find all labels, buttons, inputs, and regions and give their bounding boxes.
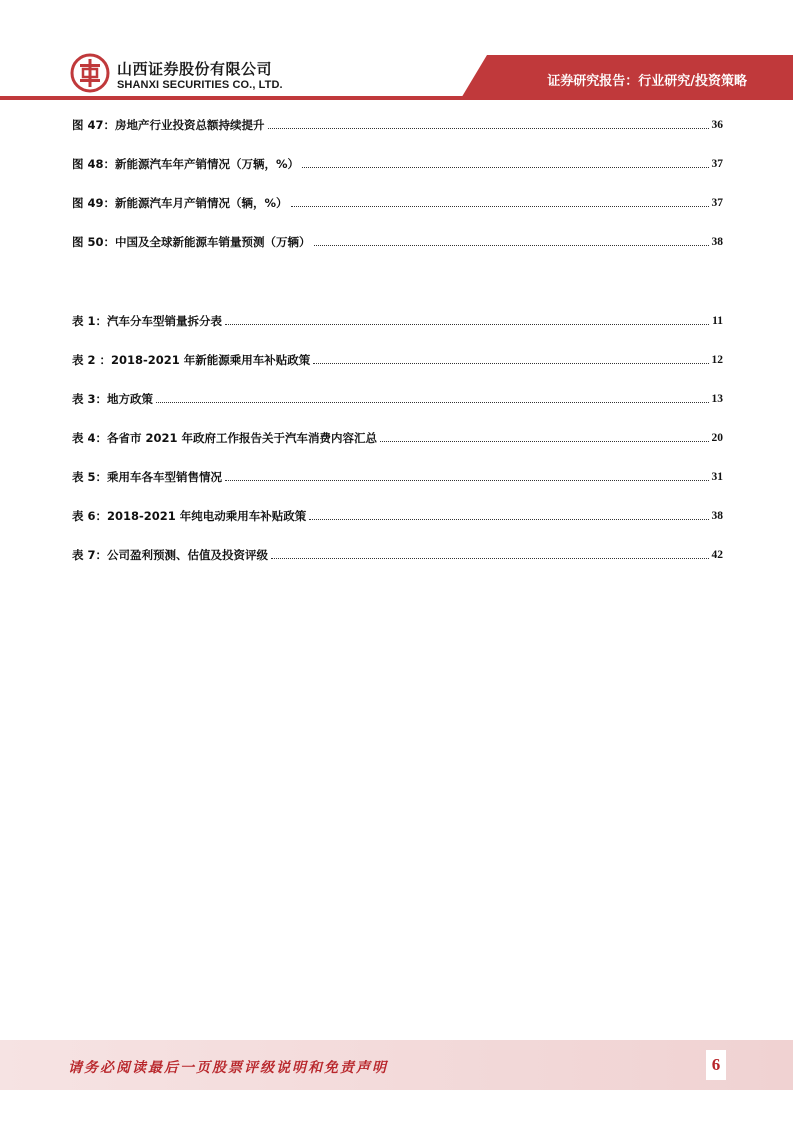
toc-entry-page: 31 <box>711 471 723 483</box>
toc-leader-dots <box>225 480 708 481</box>
toc-entry-page: 36 <box>711 119 723 131</box>
toc-table-entry[interactable] <box>72 426 723 446</box>
toc-entry-title: 图 47：房地产行业投资总额持续提升 <box>72 118 265 132</box>
toc-table-entry[interactable] <box>72 543 723 563</box>
toc-entry-page: 38 <box>711 510 723 522</box>
toc-entry-title: 图 48：新能源汽车年产销情况（万辆，%） <box>72 157 300 171</box>
toc-entry-title: 图 49：新能源汽车月产销情况（辆，%） <box>72 196 288 210</box>
page-footer <box>0 1040 793 1090</box>
toc-figure-entry[interactable] <box>72 152 723 172</box>
report-type-label: 证券研究报告：行业研究/投资策略 <box>547 74 747 89</box>
toc-figure-entry[interactable] <box>72 230 723 250</box>
toc-entry-title: 表 1：汽车分车型销量拆分表 <box>72 314 223 328</box>
toc-leader-dots <box>271 558 708 559</box>
toc-entry-page: 13 <box>711 393 723 405</box>
disclaimer-text: 请务必阅读最后一页股票评级说明和免责声明 <box>68 1060 388 1076</box>
toc-entry-title: 图 50：中国及全球新能源车销量预测（万辆） <box>72 235 311 249</box>
toc-leader-dots <box>309 519 708 520</box>
toc-table-entry[interactable] <box>72 387 723 407</box>
toc-leader-dots <box>291 206 709 207</box>
toc-entry-title: 表 6：2018-2021 年纯电动乘用车补贴政策 <box>72 509 307 523</box>
toc-figure-entry[interactable] <box>72 191 723 211</box>
toc-entry-title: 表 4：各省市 2021 年政府工作报告关于汽车消费内容汇总 <box>72 431 378 445</box>
toc-entry-page: 20 <box>711 432 723 444</box>
toc-leader-dots <box>313 363 708 364</box>
page-number: 6 <box>711 1055 721 1074</box>
toc-figure-entry[interactable] <box>72 113 723 133</box>
toc-entry-page: 37 <box>711 158 723 170</box>
company-name-cn: 山西证券股份有限公司 <box>117 60 273 78</box>
shanxi-securities-logo-icon <box>70 53 110 93</box>
toc-table-entry[interactable] <box>72 348 723 368</box>
page-number-box <box>706 1050 726 1080</box>
company-name-en: SHANXI SECURITIES CO., LTD. <box>117 79 283 91</box>
toc-table-entry[interactable] <box>72 504 723 524</box>
toc-table-entry[interactable] <box>72 465 723 485</box>
toc-entry-page: 38 <box>711 236 723 248</box>
toc-leader-dots <box>225 324 709 325</box>
toc-leader-dots <box>268 128 709 129</box>
toc-entry-title: 表 5：乘用车各车型销售情况 <box>72 470 223 484</box>
page-header <box>0 0 793 110</box>
toc-entry-title: 表 2 ：2018-2021 年新能源乘用车补贴政策 <box>72 353 311 367</box>
toc-entry-title: 表 3：地方政策 <box>72 392 154 406</box>
toc-entry-page: 12 <box>711 354 723 366</box>
toc-entry-page: 11 <box>712 315 723 327</box>
toc-table-entry[interactable] <box>72 309 723 329</box>
toc-leader-dots <box>302 167 708 168</box>
toc-entry-page: 37 <box>711 197 723 209</box>
toc-leader-dots <box>380 441 708 442</box>
toc-entry-title: 表 7：公司盈利预测、估值及投资评级 <box>72 548 269 562</box>
toc-entry-page: 42 <box>711 549 723 561</box>
toc-leader-dots <box>314 245 709 246</box>
toc-leader-dots <box>156 402 708 403</box>
